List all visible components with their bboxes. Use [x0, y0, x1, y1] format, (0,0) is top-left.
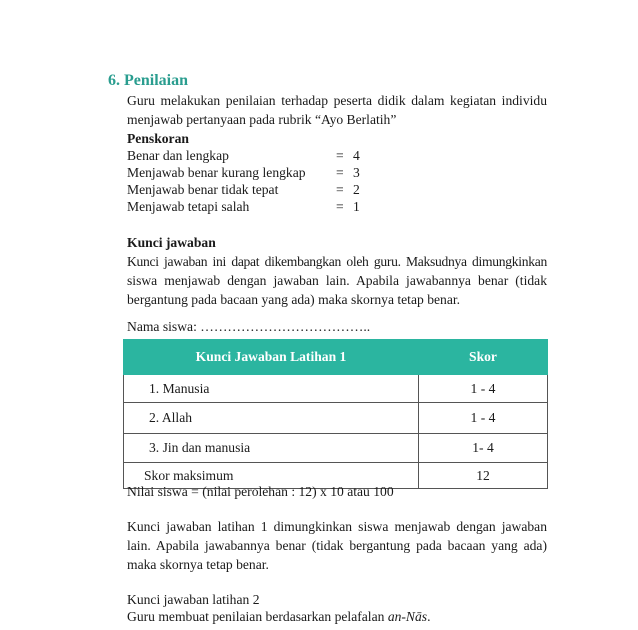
table-header-kunci: Kunci Jawaban Latihan 1: [124, 340, 419, 375]
latihan1-line-3: maka skornya tetap benar.: [127, 557, 269, 572]
section-title: 6. Penilaian: [108, 72, 189, 89]
score-cell: 1 - 4: [419, 403, 548, 434]
score-value: 1: [353, 199, 360, 214]
score-label: Menjawab tetapi salah: [127, 199, 250, 214]
latihan2-suffix: .: [427, 609, 431, 624]
kunci-line-1: Kunci jawaban ini dapat dikembangkan oleh guru. Maksudnya dimungkinkan: [127, 254, 547, 269]
kunci-jawaban-table: [123, 339, 548, 489]
max-value-cell: 12: [419, 463, 548, 489]
nama-siswa: Nama siswa: ………………………………..: [127, 319, 371, 334]
score-eq: =: [336, 199, 344, 214]
answer-cell: 3. Jin dan manusia: [124, 434, 419, 463]
score-eq: =: [336, 165, 344, 180]
intro-line-1: Guru melakukan penilaian terhadap peserta didik dalam kegiatan individu: [127, 93, 547, 108]
answer-cell: 1. Manusia: [124, 375, 419, 403]
latihan1-line-2: lain. Apabila jawabannya benar (tidak bergantung pada bacaan yang ada): [127, 538, 547, 553]
score-eq: =: [336, 148, 344, 163]
score-value: 3: [353, 165, 360, 180]
latihan2-line-1: Kunci jawaban latihan 2: [127, 592, 260, 607]
score-label: Benar dan lengkap: [127, 148, 229, 163]
score-eq: =: [336, 182, 344, 197]
table-header-row: [124, 340, 548, 375]
table-row: [124, 403, 548, 434]
table-row: [124, 434, 548, 463]
score-cell: 1- 4: [419, 434, 548, 463]
score-value: 2: [353, 182, 360, 197]
score-label: Menjawab benar kurang lengkap: [127, 165, 306, 180]
latihan2-italic: an-Nās: [387, 609, 428, 624]
latihan2-line-2: [127, 607, 431, 626]
score-cell: 1 - 4: [419, 375, 548, 403]
penskoran-heading: Penskoran: [127, 131, 189, 146]
score-label: Menjawab benar tidak tepat: [127, 182, 279, 197]
max-label-cell: Skor maksimum: [124, 463, 419, 489]
latihan2-text: Guru membuat penilaian berdasarkan pelafalan: [127, 609, 388, 624]
score-value: 4: [353, 148, 360, 163]
answer-cell: 2. Allah: [124, 403, 419, 434]
latihan1-line-1: Kunci jawaban latihan 1 dimungkinkan siswa menjawab dengan jawaban: [127, 519, 547, 534]
table-header-skor: Skor: [419, 340, 548, 375]
kunci-heading: Kunci jawaban: [127, 235, 216, 250]
nilai-formula: Nilai siswa = (nilai perolehan : 12) x 10 atau 100: [127, 484, 394, 499]
kunci-line-3: bergantung pada bacaan yang ada) maka skornya tetap benar.: [127, 292, 461, 307]
intro-line-2: menjawab pertanyaan pada rubrik “Ayo Berlatih”: [127, 112, 397, 127]
table-row: [124, 375, 548, 403]
kunci-line-2: siswa menjawab dengan jawaban lain. Apabila jawabannya benar (tidak: [127, 273, 547, 288]
